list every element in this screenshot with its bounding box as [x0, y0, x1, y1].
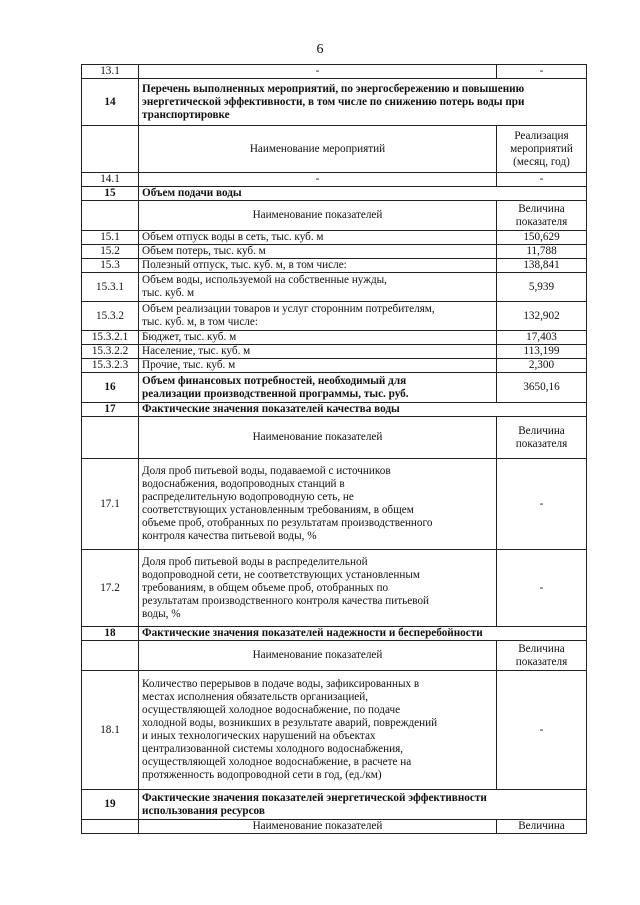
row-number — [82, 201, 139, 231]
indicator-name: Объем воды, используемой на собственные нужды, тыс. куб. м — [139, 273, 497, 302]
column-header-value: Величина — [497, 820, 587, 834]
section-row — [82, 187, 587, 201]
column-header-name: Наименование показателей — [139, 641, 497, 671]
table-row — [82, 65, 587, 79]
header-row — [82, 417, 587, 459]
indicator-value: - — [497, 459, 587, 550]
column-header-value: Величина показателя — [497, 417, 587, 459]
indicator-name: Объем потерь, тыс. куб. м — [139, 245, 497, 259]
header-row — [82, 820, 587, 834]
row-number: 15.1 — [82, 231, 139, 245]
row-number: 15.3.2.1 — [82, 331, 139, 345]
table-row — [82, 550, 587, 627]
table-row — [82, 459, 587, 550]
header-row — [82, 641, 587, 671]
indicator-value: 5,939 — [497, 273, 587, 302]
indicator-name: Доля проб питьевой воды в распределительной водопроводной сети, не соответствующих установленным требованиям, в общем объеме проб, отобранных по результатам производственного контроля качества питьевой воды, % — [139, 550, 497, 627]
header-row — [82, 126, 587, 173]
row-number: 13.1 — [82, 65, 139, 79]
row-number: 17.1 — [82, 459, 139, 550]
indicator-name: Бюджет, тыс. куб. м — [139, 331, 497, 345]
indicator-name: Объем отпуск воды в сеть, тыс. куб. м — [139, 231, 497, 245]
column-header-name: Наименование показателей — [139, 820, 497, 834]
header-row — [82, 201, 587, 231]
section-row — [82, 627, 587, 641]
section-title: Фактические значения показателей энергетической эффективности использования ресурсов — [139, 790, 587, 820]
column-header-value: Реализация мероприятий (месяц, год) — [497, 126, 587, 173]
row-number — [82, 126, 139, 173]
row-number: 15.3.2 — [82, 302, 139, 331]
indicator-name: Полезный отпуск, тыс. куб. м, в том числе: — [139, 259, 497, 273]
section-title: Перечень выполненных мероприятий, по энергосбережению и повышению энергетической эффективности, в том числе по снижению потерь воды при транспортировке — [139, 79, 587, 126]
row-number: 18.1 — [82, 671, 139, 790]
table-row — [82, 245, 587, 259]
row-number — [82, 820, 139, 834]
table-row — [82, 273, 587, 302]
column-header-value: Величина показателя — [497, 641, 587, 671]
indicator-name: Доля проб питьевой воды, подаваемой с источников водоснабжения, водопроводных станций в распределительную водопроводную сеть, не соответствующих установленным требованиям, в общем объеме проб, отобранных по результатам производственного контроля качества питьевой воды, % — [139, 459, 497, 550]
row-number — [82, 417, 139, 459]
row-number — [82, 641, 139, 671]
indicator-name: - — [139, 65, 497, 79]
section-title: Объем подачи воды — [139, 187, 587, 201]
table-row — [82, 302, 587, 331]
column-header-name: Наименование показателей — [139, 201, 497, 231]
table-row — [82, 345, 587, 359]
table-row — [82, 259, 587, 273]
page-number: 6 — [316, 42, 324, 57]
indicator-name: - — [139, 173, 497, 187]
section-row — [82, 403, 587, 417]
indicator-value: 150,629 — [497, 231, 587, 245]
section-title: Фактические значения показателей надежности и бесперебойности — [139, 627, 587, 641]
row-number: 17.2 — [82, 550, 139, 627]
indicator-name: Количество перерывов в подаче воды, зафиксированных в местах исполнения обязательств организацией, осуществляющей холодное водоснабжение, по подаче холодной воды, возникших в результате аварий, повреждений и иных технологических нарушений на объектах централизованной системы холодного водоснабжения, осуществляющей холодное водоснабжение, в расчете на протяженность водопроводной сети в год, (ед./км) — [139, 671, 497, 790]
indicator-name: Население, тыс. куб. м — [139, 345, 497, 359]
row-number: 18 — [82, 627, 139, 641]
indicator-value: 113,199 — [497, 345, 587, 359]
indicator-value: - — [497, 550, 587, 627]
row-number: 15.3 — [82, 259, 139, 273]
indicator-value: 11,788 — [497, 245, 587, 259]
indicator-name: Объем финансовых потребностей, необходимый для реализации производственной программы, тыс. руб. — [139, 373, 497, 403]
table-row — [82, 231, 587, 245]
indicator-value: 2,300 — [497, 359, 587, 373]
indicator-value: 3650,16 — [497, 373, 587, 403]
column-header-name: Наименование показателей — [139, 417, 497, 459]
indicator-value: 138,841 — [497, 259, 587, 273]
table-row — [82, 373, 587, 403]
indicator-value: - — [497, 671, 587, 790]
section-title: Фактические значения показателей качества воды — [139, 403, 587, 417]
row-number: 19 — [82, 790, 139, 820]
indicator-value: 132,902 — [497, 302, 587, 331]
table-row — [82, 671, 587, 790]
row-number: 14.1 — [82, 173, 139, 187]
indicator-value: 17,403 — [497, 331, 587, 345]
row-number: 16 — [82, 373, 139, 403]
row-number: 15.2 — [82, 245, 139, 259]
section-row — [82, 790, 587, 820]
indicator-name: Объем реализации товаров и услуг сторонним потребителям, тыс. куб. м, в том числе: — [139, 302, 497, 331]
row-number: 15.3.2.3 — [82, 359, 139, 373]
indicator-value: - — [497, 65, 587, 79]
row-number: 15.3.1 — [82, 273, 139, 302]
table-row — [82, 173, 587, 187]
indicator-value: - — [497, 173, 587, 187]
row-number: 15 — [82, 187, 139, 201]
row-number: 17 — [82, 403, 139, 417]
column-header-name: Наименование мероприятий — [139, 126, 497, 173]
section-row — [82, 79, 587, 126]
table-row — [82, 331, 587, 345]
indicator-name: Прочие, тыс. куб. м — [139, 359, 497, 373]
column-header-value: Величина показателя — [497, 201, 587, 231]
table-row — [82, 359, 587, 373]
indicators-table — [81, 64, 587, 834]
row-number: 15.3.2.2 — [82, 345, 139, 359]
row-number: 14 — [82, 79, 139, 126]
